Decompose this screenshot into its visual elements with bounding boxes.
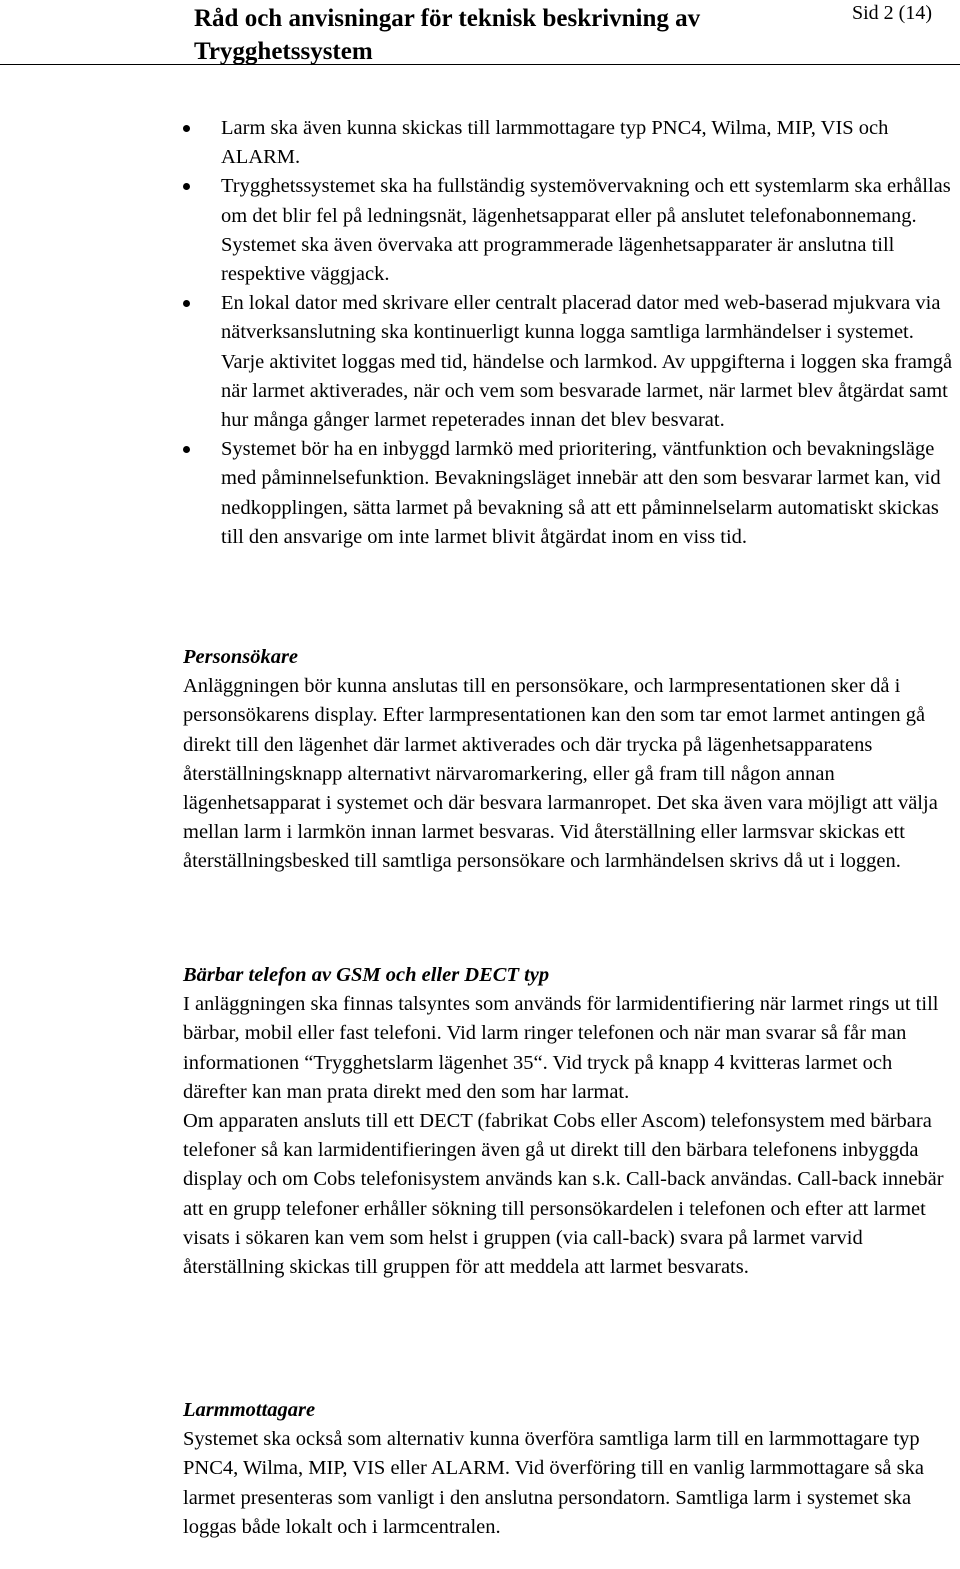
section-larmmottagare — [183, 1396, 955, 1542]
page-header — [0, 0, 960, 70]
section-barbar-telefon — [183, 961, 955, 1282]
bullet-icon — [183, 300, 190, 307]
header-divider — [0, 64, 960, 65]
list-item-text: Systemet bör ha en inbyggd larmkö med prioritering, väntfunktion och bevakningsläge med påminnelsefunktion. Bevakningsläget innebär att den som besvarar larmet kan, vid nedkopplingen, sätta larmet på bevakning så att ett påminnelselarm automatiskt skickas till den ansvarige om inte larmet blivit åtgärdat inom en viss tid. — [221, 438, 941, 548]
section-body: Systemet ska också som alternativ kunna överföra samtliga larm till en larmmottagare typ PNC4, Wilma, MIP, VIS eller ALARM. Vid överföring till en vanlig larmmottagare så ska larmet presenteras som vanligt i den anslutna persondatorn. Samtliga larm i systemet ska loggas både lokalt och i larmcentralen. — [183, 1428, 924, 1538]
document-title: Råd och anvisningar för teknisk beskrivning av Trygghetssystem — [194, 5, 701, 65]
section-body: Anläggningen bör kunna anslutas till en personsökare, och larmpresentationen sker då i personsökarens display. Efter larmpresentationen kan den som tar emot larmet antingen gå direkt till den lägenhet där larmet aktiverades och där trycka på lägenhetsapparatens återställningsknapp alternativt närvaromarkering, eller gå fram till någon annan lägenhetsapparat i systemet och där besvara larmanropet. Det ska även vara möjligt att välja mellan larm i larmkön innan larmet besvaras. Vid återställning eller larmsvar skickas ett återställningsbesked till samtliga personsökare och larmhändelsen skrivs då ut i loggen. — [183, 675, 938, 873]
list-item — [0, 435, 960, 552]
bullet-icon — [183, 446, 190, 453]
bullet-icon — [183, 125, 190, 132]
section-personsokare — [183, 643, 955, 877]
list-item — [0, 172, 960, 289]
section-body: Om apparaten ansluts till ett DECT (fabrikat Cobs eller Ascom) telefonsystem med bärbara telefoner så kan larmidentifieringen även gå ut direkt till den bärbara telefonens inbyggda display och om Cobs telefonisystem används kan s.k. Call-back användas. Call-back innebär att en grupp telefoner erhåller sökning till personsökardelen i telefonen och efter att larmet visats i sökaren kan vem som helst i gruppen (via call-back) svara på larmet varvid återställning skickas till gruppen för att meddela att larmet besvarats. — [183, 1110, 944, 1279]
bullet-icon — [183, 183, 190, 190]
list-item — [0, 289, 960, 435]
section-heading: Personsökare — [183, 646, 299, 668]
list-item-text: En lokal dator med skrivare eller centralt placerad dator med web-baserad mjukvara via nätverksanslutning ska kontinuerligt kunna logga samtliga larmhändelser i systemet. Varje aktivitet loggas med tid, händelse och larmkod. Av uppgifterna i loggen ska framgå när larmet aktiverades, när och vem som besvarade larmet, när larmet blev åtgärdat samt hur många gånger larmet repeterades innan det blev besvarat. — [221, 292, 953, 432]
list-item — [0, 114, 960, 172]
section-body: I anläggningen ska finnas talsyntes som används för larmidentifiering när larmet rings ut till bärbar, mobil eller fast telefoni. Vid larm ringer telefonen och när man svarar så får man informationen “Trygghetslarm lägenhet 35“. Vid tryck på knapp 4 kvitteras larmet och därefter kan man prata direkt med den som har larmat. — [183, 993, 939, 1103]
requirements-list — [0, 114, 960, 552]
section-heading: Larmmottagare — [183, 1399, 316, 1421]
list-item-text: Larm ska även kunna skickas till larmmottagare typ PNC4, Wilma, MIP, VIS och ALARM. — [221, 117, 889, 169]
list-item-text: Trygghetssystemet ska ha fullständig systemövervakning och ett systemlarm ska erhållas om det blir fel på ledningsnät, lägenhetsapparat eller på anslutet telefonabonnemang. Systemet ska även övervaka att programmerade lägenhetsapparater är anslutna till respektive väggjack. — [221, 175, 951, 286]
section-heading: Bärbar telefon av GSM och eller DECT typ — [183, 964, 550, 986]
page-number: Sid 2 (14) — [852, 2, 932, 24]
